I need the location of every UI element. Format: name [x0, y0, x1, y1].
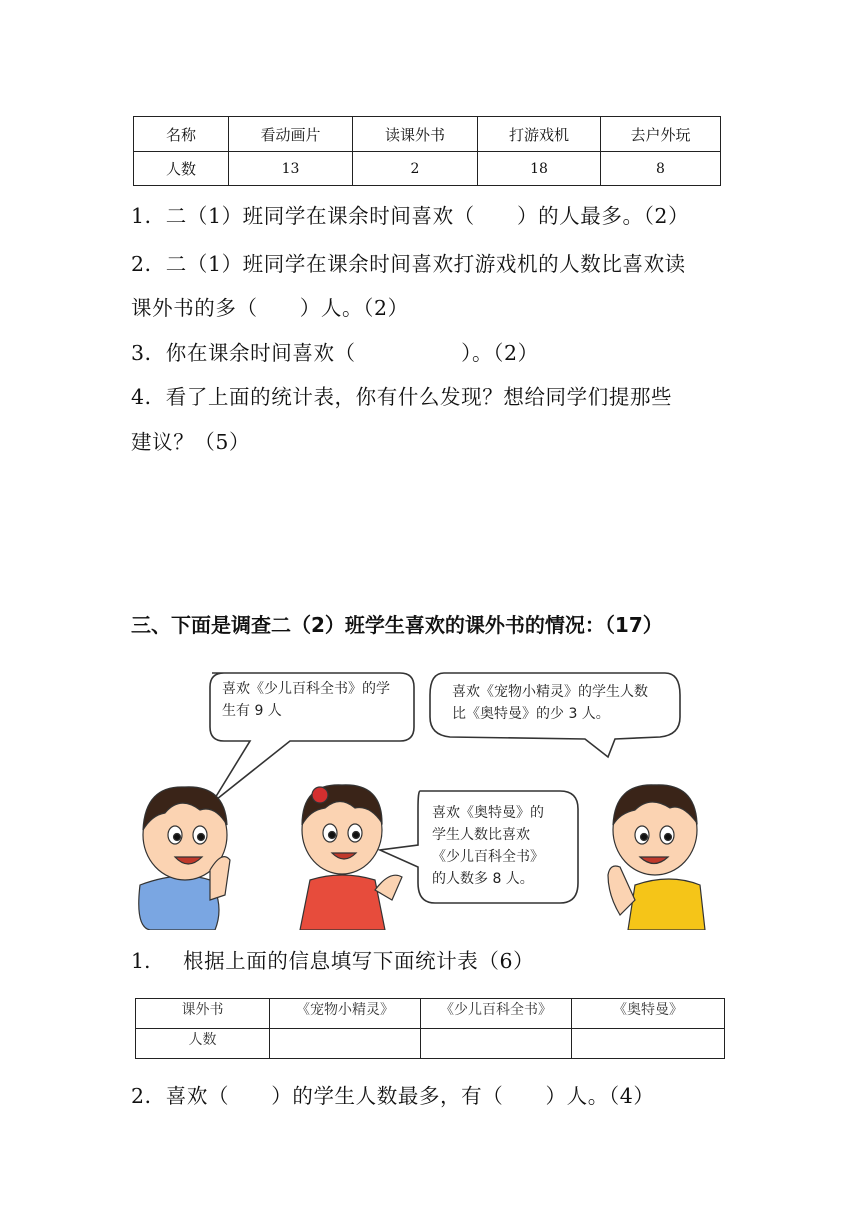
table-row-label: 人数	[134, 152, 229, 186]
table-header-row	[136, 999, 725, 1029]
bubble-text-line: 的人数多 8 人。	[432, 871, 534, 887]
table-header-cell: 《宠物小精灵》	[270, 999, 421, 1029]
bubble-text-line: 生有 9 人	[222, 703, 282, 719]
table-row	[136, 1029, 725, 1059]
bubble-text-line: 喜欢《宠物小精灵》的学生人数	[452, 684, 648, 700]
activity-table	[133, 116, 721, 186]
table-header-cell: 《少儿百科全书》	[421, 999, 572, 1029]
question-4-line2: 建议？（5）	[131, 430, 251, 454]
girl	[300, 785, 402, 930]
table-header-cell: 打游戏机	[478, 117, 601, 152]
table-row-label: 人数	[136, 1029, 270, 1059]
table-header-cell: 名称	[134, 117, 229, 152]
question-2-1-number: 1.	[131, 949, 151, 973]
answer-cell[interactable]	[421, 1029, 572, 1059]
question-2-line2: 课外书的多（ ）人。（2）	[131, 296, 409, 320]
table-header-cell: 《奥特曼》	[572, 999, 725, 1029]
table-cell: 13	[229, 152, 353, 186]
bubble-right-text	[452, 681, 648, 725]
question-2-2: 2．喜欢（ ）的学生人数最多，有（ ）人。（4）	[131, 1084, 655, 1108]
table-header-cell: 读课外书	[353, 117, 478, 152]
section-title: 三、下面是调查二（2）班学生喜欢的课外书的情况：（17）	[131, 613, 663, 637]
table-cell: 2	[353, 152, 478, 186]
boy-right	[608, 785, 705, 930]
bubble-text-line: 比《奥特曼》的少 3 人。	[452, 706, 610, 722]
question-1: 1．二（1）班同学在课余时间喜欢（ ）的人最多。（2）	[131, 204, 690, 228]
bubble-text-line: 《少儿百科全书》	[432, 849, 544, 865]
table-header-cell: 看动画片	[229, 117, 353, 152]
books-table	[135, 998, 725, 1059]
question-2-1: 根据上面的信息填写下面统计表（6）	[183, 949, 535, 973]
table-header-cell: 去户外玩	[601, 117, 721, 152]
bubble-text-line: 学生人数比喜欢	[432, 827, 530, 843]
bubble-text-line: 喜欢《少儿百科全书》的学	[222, 681, 390, 697]
question-4-line1: 4．看了上面的统计表，你有什么发现？想给同学们提那些	[131, 385, 673, 409]
answer-cell[interactable]	[270, 1029, 421, 1059]
boy-left	[139, 787, 230, 930]
bubble-text-line: 喜欢《奥特曼》的	[432, 805, 544, 821]
answer-cell[interactable]	[572, 1029, 725, 1059]
question-3: 3．你在课余时间喜欢（ ）。（2）	[131, 341, 539, 365]
question-2-line1: 2．二（1）班同学在课余时间喜欢打游戏机的人数比喜欢读	[131, 252, 686, 276]
table-cell: 18	[478, 152, 601, 186]
table-header-row	[134, 117, 721, 152]
bubble-left-text	[222, 678, 390, 722]
bubble-middle-text	[432, 802, 544, 890]
table-row	[134, 152, 721, 186]
table-cell: 8	[601, 152, 721, 186]
table-header-cell: 课外书	[136, 999, 270, 1029]
